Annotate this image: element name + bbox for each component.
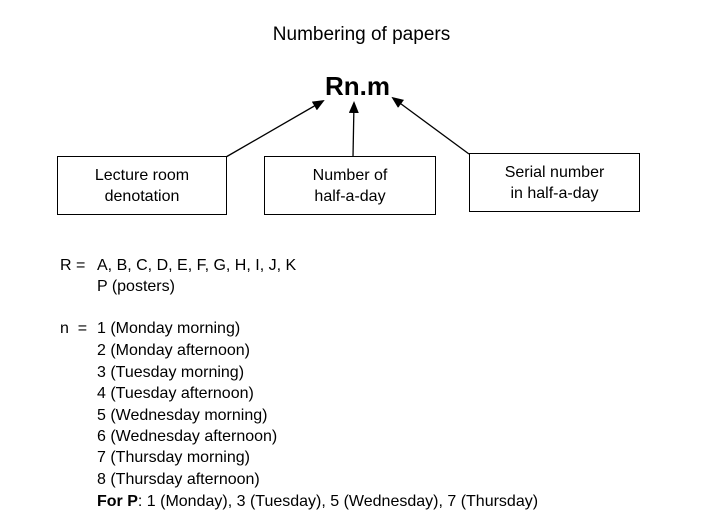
n-value: 3 (Tuesday morning) xyxy=(97,364,245,381)
box-label-line1: Lecture room xyxy=(94,166,190,184)
n-value: 5 (Wednesday morning) xyxy=(97,407,268,424)
box-label-line1: Serial number xyxy=(504,163,605,181)
n-value: 4 (Tuesday afternoon) xyxy=(97,385,254,402)
p-note-label: For P xyxy=(97,493,138,510)
p-note-value: : 1 (Monday), 3 (Tuesday), 5 (Wednesday), 7 (Thursday) xyxy=(137,493,539,510)
diagram-title: Numbering of papers xyxy=(272,24,451,45)
r-value: A, B, C, D, E, F, G, H, I, J, K xyxy=(97,257,297,274)
n-value: 8 (Thursday afternoon) xyxy=(97,471,260,488)
box-label-line2: denotation xyxy=(104,187,180,205)
n-value: 2 (Monday afternoon) xyxy=(97,342,250,359)
box-label-line2: half-a-day xyxy=(314,187,386,205)
n-label: n = xyxy=(60,320,88,337)
box-label-line2: in half-a-day xyxy=(510,184,599,202)
arrow-lecture-room xyxy=(226,101,323,157)
box-number-of-half-a-day xyxy=(264,156,436,215)
box-serial-number xyxy=(469,153,640,212)
r-label: R = xyxy=(60,257,86,274)
n-value: 1 (Monday morning) xyxy=(97,320,241,337)
n-value: 6 (Wednesday afternoon) xyxy=(97,428,278,445)
n-value: 7 (Thursday morning) xyxy=(97,449,250,466)
arrow-serial-number xyxy=(393,98,469,154)
paper-code: Rn.m xyxy=(325,71,390,101)
box-label-line1: Number of xyxy=(312,166,388,184)
r-value: P (posters) xyxy=(97,278,175,295)
p-note xyxy=(97,491,538,512)
arrow-half-a-day xyxy=(353,103,354,157)
box-lecture-room-denotation xyxy=(57,156,227,215)
